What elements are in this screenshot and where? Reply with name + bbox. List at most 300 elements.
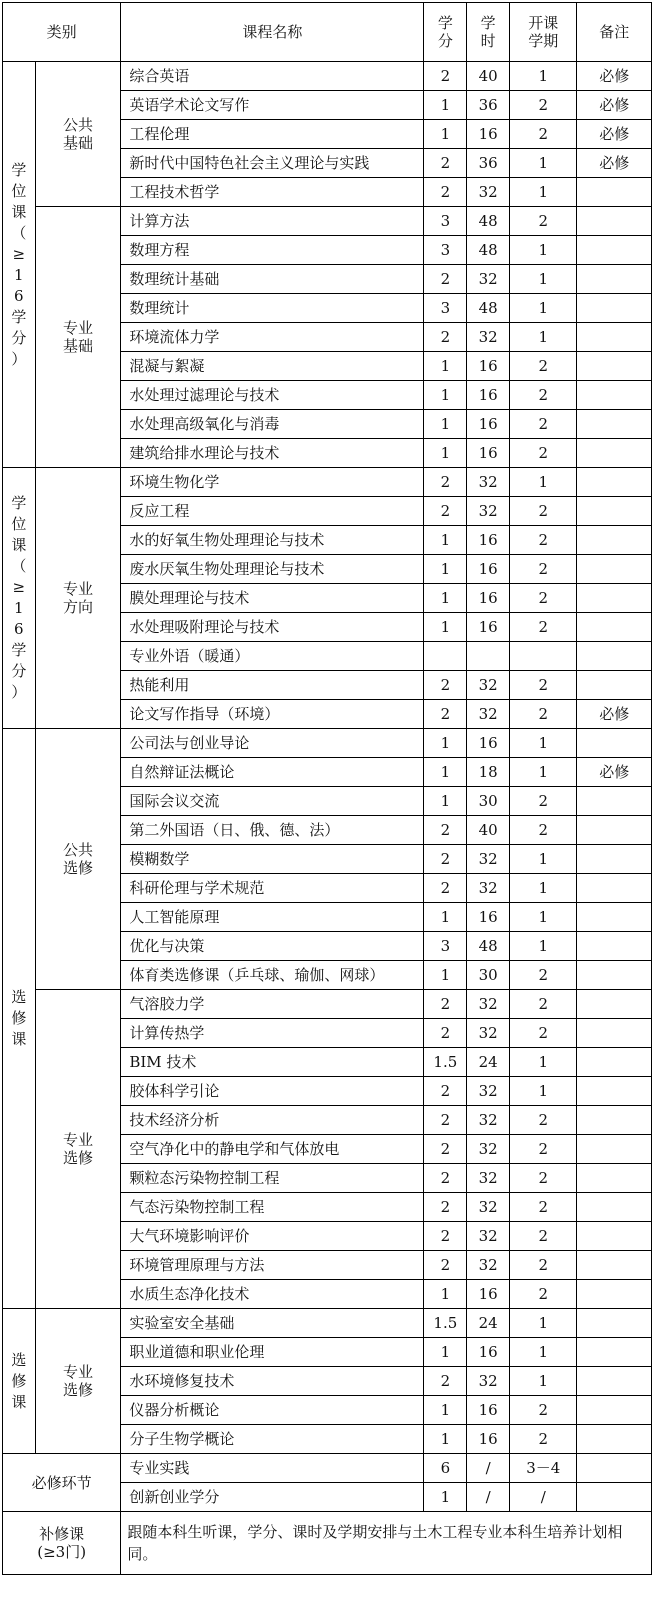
course-hours: 32 [467,874,510,903]
course-credits: 1 [424,1425,467,1454]
course-semester: 2 [510,410,577,439]
header-semester: 开课 学期 [510,3,577,62]
course-row [3,207,652,236]
required-item-remark [577,1483,652,1512]
course-credits: 1 [424,787,467,816]
course-hours: 16 [467,584,510,613]
course-name: 计算传热学 [121,1019,424,1048]
course-semester: 1 [510,1077,577,1106]
course-credits: 1 [424,381,467,410]
course-credits: 1 [424,584,467,613]
course-name: 水的好氧生物处理理论与技术 [121,526,424,555]
course-hours: 32 [467,497,510,526]
course-semester: 2 [510,961,577,990]
course-name: 膜处理理论与技术 [121,584,424,613]
course-name: 颗粒态污染物控制工程 [121,1164,424,1193]
course-name: 科研伦理与学术规范 [121,874,424,903]
course-hours: 24 [467,1048,510,1077]
course-semester: 2 [510,1280,577,1309]
course-hours: 16 [467,1425,510,1454]
category-char: 6 [14,286,24,305]
course-remark [577,1280,652,1309]
course-semester: 1 [510,1367,577,1396]
course-remark [577,584,652,613]
course-remark [577,1367,652,1396]
course-remark [577,1164,652,1193]
course-remark [577,526,652,555]
course-semester: 2 [510,439,577,468]
course-credits: 1 [424,1338,467,1367]
required-item-remark [577,1454,652,1483]
course-credits: 1 [424,613,467,642]
course-name: 论文写作指导（环境） [121,700,424,729]
course-hours: 32 [467,1019,510,1048]
course-remark [577,439,652,468]
course-name: 水处理过滤理论与技术 [121,381,424,410]
course-remark [577,1251,652,1280]
course-remark [577,1106,652,1135]
course-row [3,62,652,91]
category-char: 课 [11,1392,27,1411]
category-char: 修 [11,1371,27,1390]
course-name: 混凝与絮凝 [121,352,424,381]
category-char: 学 [11,641,27,659]
course-name: 空气净化中的静电学和气体放电 [121,1135,424,1164]
course-semester: 2 [510,526,577,555]
course-hours: 16 [467,439,510,468]
course-name: 技术经济分析 [121,1106,424,1135]
course-credits: 1 [424,903,467,932]
subcategory-cell: 专业 基础 [35,207,121,468]
course-credits: 2 [424,178,467,207]
category-char: ≥ [12,578,26,596]
course-semester: 1 [510,1338,577,1367]
course-remark [577,323,652,352]
course-name: 废水厌氧生物处理理论与技术 [121,555,424,584]
course-credits: 2 [424,874,467,903]
course-remark [577,352,652,381]
course-name: 环境流体力学 [121,323,424,352]
course-semester: 1 [510,265,577,294]
course-row [3,468,652,497]
category-char: ≥ [12,244,26,263]
course-hours: 16 [467,555,510,584]
course-hours: 32 [467,1164,510,1193]
course-semester: 2 [510,1135,577,1164]
course-credits: 3 [424,932,467,961]
required-item-name: 专业实践 [121,1454,424,1483]
course-hours: 32 [467,1135,510,1164]
course-remark [577,410,652,439]
course-credits: 2 [424,62,467,91]
course-semester: 2 [510,120,577,149]
course-hours: 16 [467,120,510,149]
course-name: 计算方法 [121,207,424,236]
course-remark [577,903,652,932]
course-name: BIM 技术 [121,1048,424,1077]
required-links-label: 必修环节 [3,1454,121,1512]
course-row [3,990,652,1019]
course-semester: 1 [510,903,577,932]
course-credits: 2 [424,1019,467,1048]
course-name: 胶体科学引论 [121,1077,424,1106]
course-semester: 2 [510,787,577,816]
course-credits: 2 [424,845,467,874]
course-remark [577,497,652,526]
course-credits: 2 [424,1164,467,1193]
course-hours: 32 [467,700,510,729]
course-semester: 2 [510,700,577,729]
course-hours: 32 [467,323,510,352]
header-hours: 学 时 [467,3,510,62]
course-remark [577,1048,652,1077]
course-name: 气态污染物控制工程 [121,1193,424,1222]
course-name: 公司法与创业导论 [121,729,424,758]
category-char: 修 [11,1009,27,1027]
course-hours: 32 [467,265,510,294]
category-char: 位 [11,181,27,200]
category-char: 课 [11,1030,27,1048]
course-name: 热能利用 [121,671,424,700]
course-remark [577,845,652,874]
category-char: 学 [11,160,27,179]
course-semester: 2 [510,91,577,120]
course-credits: 1 [424,526,467,555]
course-credits: 1 [424,120,467,149]
course-name: 反应工程 [121,497,424,526]
course-name: 水处理吸附理论与技术 [121,613,424,642]
category-char: 选 [11,1350,27,1369]
course-hours: 32 [467,1193,510,1222]
course-remark [577,961,652,990]
course-remark [577,642,652,671]
category-char: （ [11,557,27,575]
course-hours: 48 [467,207,510,236]
course-semester: 1 [510,1309,577,1338]
course-semester: 2 [510,352,577,381]
course-semester: 1 [510,178,577,207]
course-hours: 32 [467,990,510,1019]
course-hours: 32 [467,1222,510,1251]
course-name: 气溶胶力学 [121,990,424,1019]
course-name: 国际会议交流 [121,787,424,816]
subcategory-cell: 专业 方向 [35,468,121,729]
category-char: ） [11,683,27,701]
course-credits: 1 [424,729,467,758]
category-char: 分 [11,662,27,680]
course-name: 工程伦理 [121,120,424,149]
subcategory-cell: 公共 选修 [35,729,121,990]
header-category: 类别 [3,3,121,62]
subcategory-cell: 专业 选修 [35,990,121,1309]
course-credits: 2 [424,323,467,352]
header-credits: 学 分 [424,3,467,62]
category-char: 1 [14,599,24,617]
course-credits: 1.5 [424,1048,467,1077]
course-remark [577,1222,652,1251]
course-hours: 16 [467,729,510,758]
category-char: 课 [11,536,27,554]
course-credits: 2 [424,497,467,526]
course-semester: 2 [510,1106,577,1135]
course-hours: 32 [467,468,510,497]
course-credits: 2 [424,1193,467,1222]
subcategory-cell: 专业 选修 [35,1309,121,1454]
course-remark [577,381,652,410]
course-name: 优化与决策 [121,932,424,961]
makeup-row [3,1512,652,1575]
category-char: 6 [14,620,24,638]
course-hours: 48 [467,236,510,265]
makeup-note: 跟随本科生听课，学分、课时及学期安排与土木工程专业本科生培养计划相同。 [121,1512,652,1575]
course-remark [577,178,652,207]
course-remark [577,1396,652,1425]
course-remark [577,1135,652,1164]
course-hours: 48 [467,932,510,961]
course-remark: 必修 [577,149,652,178]
course-hours: 30 [467,961,510,990]
course-semester: 2 [510,497,577,526]
course-credits: 3 [424,236,467,265]
course-credits: 2 [424,468,467,497]
course-name: 自然辩证法概论 [121,758,424,787]
category-char: 课 [11,202,27,221]
course-semester: 2 [510,1164,577,1193]
course-hours: 16 [467,1338,510,1367]
header-remark: 备注 [577,3,652,62]
course-semester [510,642,577,671]
course-credits: 1 [424,439,467,468]
course-credits: 1 [424,410,467,439]
required-item-credits: 1 [424,1483,467,1512]
course-row [3,729,652,758]
course-hours: 32 [467,1106,510,1135]
course-credits: 2 [424,700,467,729]
course-semester: 2 [510,1019,577,1048]
category-char: 位 [11,515,27,533]
category-cell [3,62,36,468]
course-semester: 2 [510,1193,577,1222]
course-semester: 2 [510,990,577,1019]
course-credits: 1 [424,758,467,787]
course-remark: 必修 [577,62,652,91]
course-hours: 32 [467,1367,510,1396]
course-semester: 2 [510,207,577,236]
course-name: 综合英语 [121,62,424,91]
course-name: 工程技术哲学 [121,178,424,207]
course-name: 大气环境影响评价 [121,1222,424,1251]
course-hours: 24 [467,1309,510,1338]
course-remark [577,1193,652,1222]
course-hours: 36 [467,91,510,120]
course-remark: 必修 [577,700,652,729]
course-remark [577,1425,652,1454]
subcategory-cell: 公共 基础 [35,62,121,207]
header-row [3,3,652,62]
required-item-name: 创新创业学分 [121,1483,424,1512]
course-name: 专业外语（暖通） [121,642,424,671]
category-char: 学 [11,494,27,512]
course-credits: 2 [424,1251,467,1280]
category-char: 1 [14,265,24,284]
course-hours: 30 [467,787,510,816]
course-name: 英语学术论文写作 [121,91,424,120]
course-remark [577,1338,652,1367]
course-semester: 1 [510,845,577,874]
required-row [3,1454,652,1483]
course-credits: 1 [424,555,467,584]
course-name: 数理统计 [121,294,424,323]
course-hours [467,642,510,671]
course-table [2,2,652,1575]
course-remark: 必修 [577,91,652,120]
category-char: 分 [11,328,27,347]
course-remark [577,1019,652,1048]
category-char: 选 [11,988,27,1006]
course-hours: 16 [467,903,510,932]
course-name: 第二外国语（日、俄、德、法） [121,816,424,845]
course-name: 模糊数学 [121,845,424,874]
course-remark: 必修 [577,758,652,787]
course-credits: 1 [424,961,467,990]
course-credits [424,642,467,671]
course-credits: 2 [424,265,467,294]
course-credits: 2 [424,671,467,700]
course-credits: 2 [424,149,467,178]
course-remark [577,613,652,642]
course-remark [577,1077,652,1106]
course-row [3,1309,652,1338]
course-name: 水质生态净化技术 [121,1280,424,1309]
course-remark [577,787,652,816]
course-semester: 2 [510,1251,577,1280]
course-remark [577,932,652,961]
course-semester: 2 [510,381,577,410]
course-hours: 40 [467,62,510,91]
course-semester: 1 [510,62,577,91]
category-cell [3,729,36,1309]
course-name: 水环境修复技术 [121,1367,424,1396]
course-remark [577,671,652,700]
course-remark [577,236,652,265]
required-item-semester: 3－4 [510,1454,577,1483]
course-credits: 1 [424,91,467,120]
course-hours: 18 [467,758,510,787]
category-cell [3,468,36,729]
course-hours: 16 [467,613,510,642]
course-semester: 2 [510,1396,577,1425]
required-item-semester: / [510,1483,577,1512]
category-char: ） [11,349,27,368]
course-hours: 32 [467,1251,510,1280]
course-remark [577,990,652,1019]
course-name: 职业道德和职业伦理 [121,1338,424,1367]
course-hours: 40 [467,816,510,845]
course-semester: 2 [510,1425,577,1454]
course-remark [577,265,652,294]
course-semester: 2 [510,613,577,642]
course-credits: 1 [424,1396,467,1425]
course-semester: 1 [510,1048,577,1077]
course-name: 建筑给排水理论与技术 [121,439,424,468]
course-credits: 2 [424,990,467,1019]
course-name: 仪器分析概论 [121,1396,424,1425]
header-course-name: 课程名称 [121,3,424,62]
course-credits: 2 [424,1367,467,1396]
course-name: 体育类选修课（乒乓球、瑜伽、网球） [121,961,424,990]
course-remark [577,729,652,758]
course-name: 环境管理原理与方法 [121,1251,424,1280]
course-semester: 2 [510,555,577,584]
course-hours: 32 [467,845,510,874]
course-name: 新时代中国特色社会主义理论与实践 [121,149,424,178]
course-remark [577,816,652,845]
course-remark [577,555,652,584]
course-credits: 1.5 [424,1309,467,1338]
category-char: （ [11,223,27,242]
course-credits: 2 [424,1106,467,1135]
course-semester: 1 [510,932,577,961]
course-credits: 2 [424,1222,467,1251]
course-semester: 1 [510,236,577,265]
course-credits: 2 [424,816,467,845]
course-remark [577,294,652,323]
course-hours: 32 [467,178,510,207]
course-hours: 16 [467,381,510,410]
course-semester: 1 [510,149,577,178]
course-hours: 16 [467,1396,510,1425]
course-semester: 1 [510,729,577,758]
course-credits: 3 [424,294,467,323]
required-item-credits: 6 [424,1454,467,1483]
course-semester: 2 [510,1222,577,1251]
course-remark [577,468,652,497]
course-semester: 1 [510,874,577,903]
course-name: 分子生物学概论 [121,1425,424,1454]
course-remark [577,874,652,903]
course-credits: 2 [424,1135,467,1164]
course-remark: 必修 [577,120,652,149]
course-credits: 3 [424,207,467,236]
course-hours: 48 [467,294,510,323]
course-hours: 16 [467,1280,510,1309]
course-name: 数理统计基础 [121,265,424,294]
course-hours: 16 [467,526,510,555]
course-hours: 32 [467,1077,510,1106]
course-semester: 2 [510,584,577,613]
course-name: 人工智能原理 [121,903,424,932]
course-credits: 1 [424,1280,467,1309]
course-hours: 16 [467,352,510,381]
course-name: 环境生物化学 [121,468,424,497]
course-semester: 1 [510,294,577,323]
course-name: 数理方程 [121,236,424,265]
course-hours: 32 [467,671,510,700]
required-item-hours: / [467,1454,510,1483]
course-semester: 2 [510,671,577,700]
course-credits: 2 [424,1077,467,1106]
course-remark [577,1309,652,1338]
course-semester: 1 [510,323,577,352]
course-semester: 1 [510,758,577,787]
course-name: 实验室安全基础 [121,1309,424,1338]
makeup-label: 补修课 (≥3门) [3,1512,121,1575]
course-name: 水处理高级氧化与消毒 [121,410,424,439]
course-remark [577,207,652,236]
course-semester: 2 [510,816,577,845]
category-cell [3,1309,36,1454]
course-hours: 16 [467,410,510,439]
